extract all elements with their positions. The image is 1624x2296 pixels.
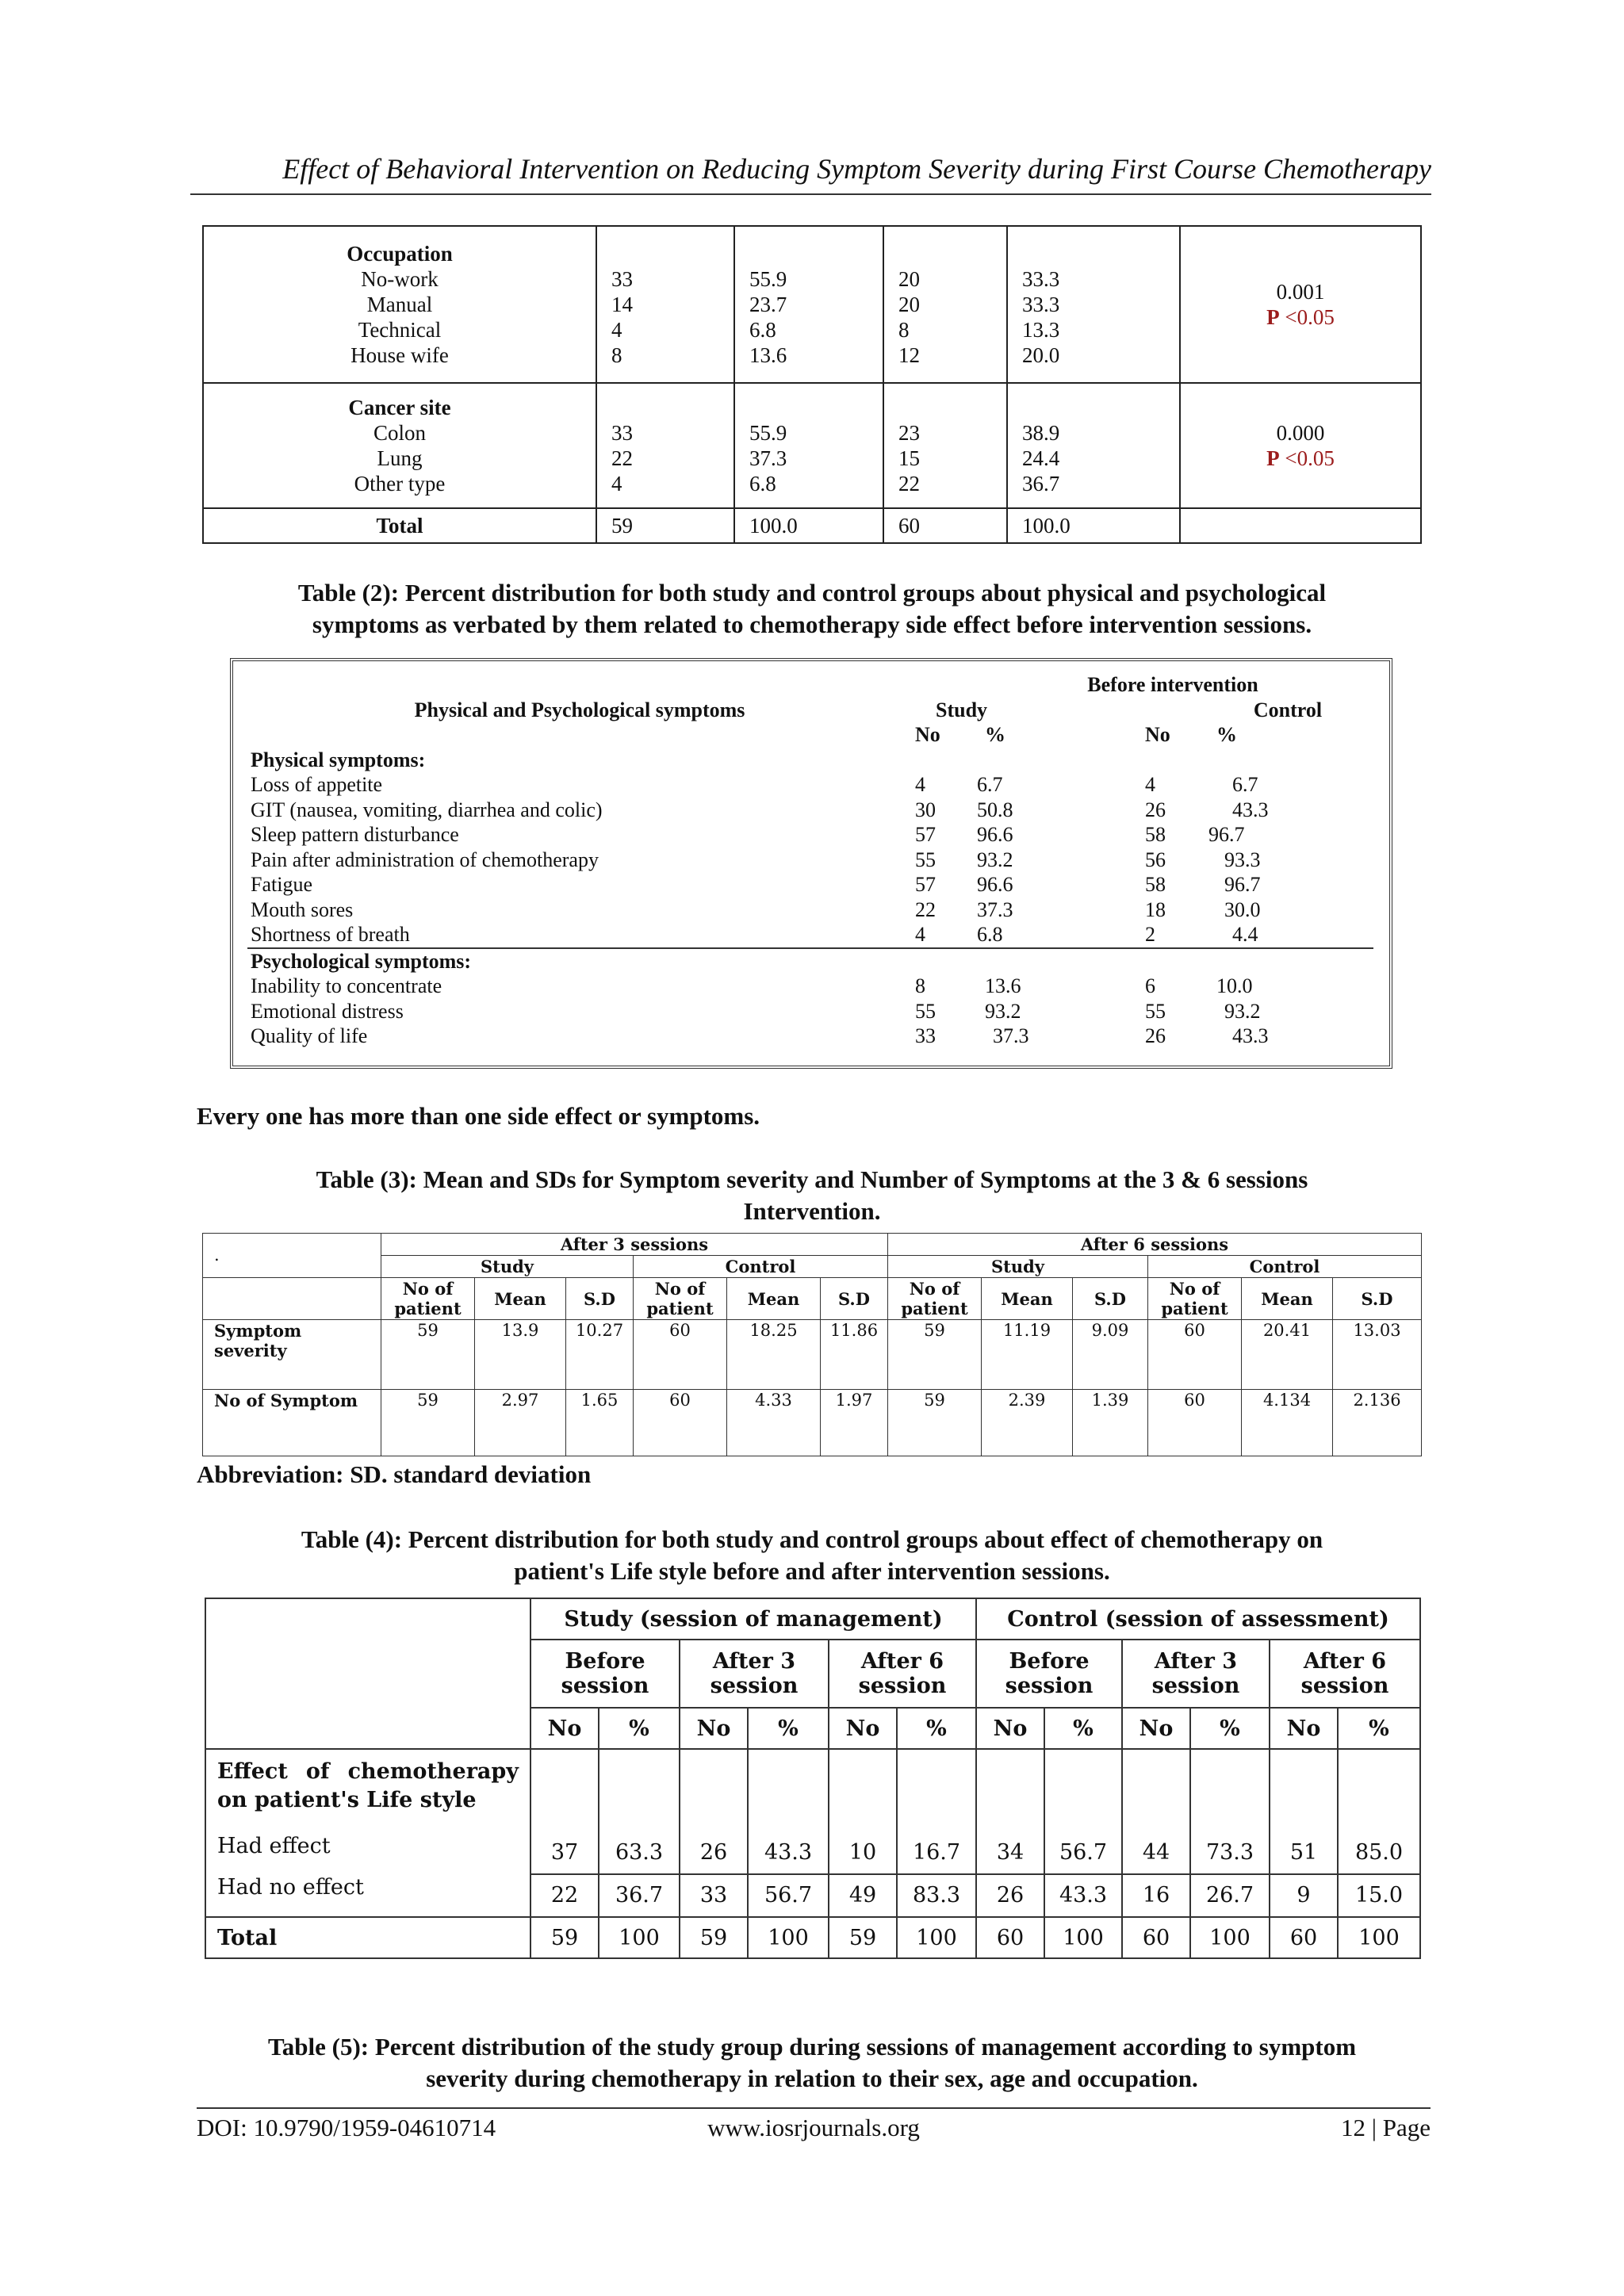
- cell: 11.19: [982, 1320, 1073, 1390]
- session-header: After 3 session: [680, 1640, 829, 1708]
- cell: 15.0: [1339, 1873, 1419, 1916]
- table-row: [247, 772, 1373, 798]
- cell: 96.7: [1208, 823, 1245, 846]
- cell: 93.2: [985, 999, 1021, 1023]
- cell: 13.3: [1022, 318, 1060, 342]
- cell: 43.3: [1045, 1873, 1121, 1916]
- table-3-group-row: [203, 1256, 1422, 1278]
- cell: 57: [915, 823, 936, 846]
- table-3-caption: [198, 1164, 1426, 1227]
- table-4: [205, 1598, 1421, 1959]
- cell: 85.0: [1354, 1840, 1404, 1865]
- sd-header: S.D: [1333, 1278, 1422, 1320]
- total-study-pct: 100.0: [734, 508, 883, 543]
- cell: 56.7: [1059, 1840, 1108, 1865]
- cell: 2: [1145, 923, 1155, 946]
- p-value: 0.000: [1276, 421, 1325, 445]
- empty-cell: [203, 1278, 381, 1320]
- no-header: No: [976, 1708, 1044, 1749]
- cell: 56.7: [749, 1873, 828, 1916]
- cell: 100: [897, 1917, 976, 1958]
- value-column: [680, 1749, 748, 1917]
- after-3-sessions-header: After 3 sessions: [381, 1234, 888, 1256]
- cell: 59: [829, 1917, 897, 1958]
- pct-header: %: [748, 1708, 829, 1749]
- empty-cell: [205, 1598, 530, 1749]
- no-of-patient-header: No of patient: [888, 1278, 982, 1320]
- cell: 93.2: [1224, 999, 1261, 1023]
- cell: 83.3: [898, 1873, 975, 1916]
- pct-header: %: [897, 1708, 976, 1749]
- table-4-group-row: [205, 1598, 1420, 1640]
- occupation-labels: [203, 226, 596, 383]
- cell: 20.0: [1022, 343, 1060, 367]
- table-2: [230, 658, 1392, 1069]
- mean-header: Mean: [1242, 1278, 1333, 1320]
- table-row: [247, 872, 1373, 897]
- table-row: [247, 822, 1373, 848]
- cell: 49: [829, 1873, 896, 1916]
- running-title: Effect of Behavioral Intervention on Reducing Symptom Severity during First Course Chemotherapy: [190, 152, 1431, 195]
- life-style-heading: Effect of chemotherapy on patient's Life style: [217, 1759, 519, 1812]
- note-every-one: Every one has more than one side effect or symptoms.: [197, 1102, 760, 1130]
- cell: 4.134: [1242, 1390, 1333, 1456]
- cell: 23.7: [749, 293, 787, 316]
- row-label: Had effect: [217, 1834, 331, 1858]
- symptoms-column-header: Physical and Psychological symptoms: [414, 698, 745, 721]
- pct-header: %: [1338, 1708, 1420, 1749]
- cell: 55.9: [749, 421, 787, 445]
- cell: 22: [611, 446, 633, 470]
- value-column: [1190, 1749, 1270, 1917]
- table-row: [247, 999, 1373, 1024]
- page-number: 12 | Page: [1341, 2114, 1431, 2141]
- cell: 16: [1123, 1873, 1189, 1916]
- cell: 100: [599, 1917, 680, 1958]
- value-column: [1122, 1749, 1190, 1917]
- mean-header: Mean: [727, 1278, 821, 1320]
- cell: 13.03: [1333, 1320, 1422, 1390]
- table-1-continuation: [202, 225, 1422, 544]
- cell: 73.3: [1205, 1840, 1254, 1865]
- study-header: Study: [936, 698, 988, 721]
- cell: 34: [996, 1840, 1025, 1865]
- cell: 4: [1145, 773, 1155, 796]
- table-row: [203, 1320, 1422, 1390]
- no-header: No: [1122, 1708, 1190, 1749]
- cell: 60: [1270, 1917, 1338, 1958]
- cell: 6.8: [749, 318, 776, 342]
- total-study-no: 59: [596, 508, 734, 543]
- table-5-caption: [198, 2031, 1426, 2095]
- cell: 18.25: [727, 1320, 821, 1390]
- no-header: No: [680, 1708, 748, 1749]
- cell: 20: [898, 293, 920, 316]
- symptom-label: Fatigue: [251, 873, 312, 896]
- p-label: P: [1266, 446, 1280, 470]
- cell: 37: [550, 1840, 579, 1865]
- cell: 55.9: [749, 267, 787, 291]
- cell: 8: [611, 343, 622, 367]
- table-row-occupation: [203, 226, 1421, 383]
- cell: 55: [915, 999, 936, 1023]
- occupation-p-value: [1180, 226, 1421, 383]
- cell: 13.6: [985, 974, 1021, 997]
- mean-header: Mean: [982, 1278, 1073, 1320]
- occupation-study-pct: [734, 226, 883, 383]
- cell: 26: [699, 1840, 728, 1865]
- symptom-label: Sleep pattern disturbance: [251, 823, 459, 846]
- caption-line: Table (3): Mean and SDs for Symptom severity and Number of Symptoms at the 3 & 6 sessions: [316, 1165, 1308, 1193]
- p-threshold: <0.05: [1285, 446, 1335, 470]
- table-3-session-row: [203, 1234, 1422, 1256]
- session-header: After 6 session: [829, 1640, 976, 1708]
- symptom-label: Inability to concentrate: [251, 974, 442, 997]
- cell: 43.3: [1232, 1024, 1269, 1047]
- cell: 96.7: [1224, 873, 1261, 896]
- table-2-header-row: [247, 672, 1373, 698]
- cell: 60: [1148, 1320, 1242, 1390]
- no-of-patient-header: No of patient: [1148, 1278, 1242, 1320]
- cell: 6.8: [977, 923, 1003, 946]
- cell: 4: [611, 472, 622, 496]
- pct-header: %: [1216, 723, 1237, 746]
- no-header: No: [1270, 1708, 1338, 1749]
- table-3-corner: .: [203, 1234, 381, 1278]
- cell: No-work: [361, 267, 439, 291]
- value-column: [748, 1749, 829, 1917]
- cell: 12: [898, 343, 920, 367]
- cell: House wife: [350, 343, 449, 367]
- table-row-cancer-site: [203, 383, 1421, 508]
- value-column: [829, 1749, 897, 1917]
- symptom-label: GIT (nausea, vomiting, diarrhea and colic): [251, 798, 603, 821]
- cell: 43.3: [1232, 798, 1269, 821]
- pct-header: %: [1044, 1708, 1122, 1749]
- cell: 60: [976, 1917, 1044, 1958]
- page-footer: [197, 2107, 1431, 2141]
- cell: 55: [915, 848, 936, 871]
- before-intervention-header: Before intervention: [1087, 673, 1258, 696]
- study-header: Study: [381, 1256, 634, 1278]
- no-header: No: [1145, 723, 1170, 746]
- cell: 36.7: [1022, 472, 1060, 496]
- cell: 9: [1270, 1873, 1337, 1916]
- session-header: After 6 session: [1270, 1640, 1420, 1708]
- cell: 96.6: [977, 873, 1013, 896]
- cell: 36.7: [599, 1873, 679, 1916]
- table-row: [247, 1024, 1373, 1049]
- no-of-patient-header: No of patient: [381, 1278, 475, 1320]
- no-header: No: [530, 1708, 599, 1749]
- cell: 22: [915, 897, 936, 921]
- pct-header: %: [985, 723, 1005, 746]
- cancer-site-study-pct: [734, 383, 883, 508]
- table-row: [205, 1749, 1420, 1917]
- total-control-pct: 100.0: [1007, 508, 1180, 543]
- cell: 20: [898, 267, 920, 291]
- cell: 20.41: [1242, 1320, 1333, 1390]
- cell: 8: [898, 318, 910, 342]
- cell: 15: [898, 446, 920, 470]
- table-row: [247, 848, 1373, 873]
- occupation-control-no: [883, 226, 1007, 383]
- cell: 37.3: [993, 1024, 1029, 1047]
- sd-header: S.D: [821, 1278, 888, 1320]
- cell: 51: [1289, 1840, 1318, 1865]
- caption-line: severity during chemotherapy in relation to their sex, age and occupation.: [426, 2064, 1198, 2092]
- cell: Technical: [358, 318, 442, 342]
- control-header: Control: [1253, 698, 1323, 721]
- cell: 16.7: [912, 1840, 961, 1865]
- sd-header: S.D: [566, 1278, 634, 1320]
- psych-heading: Psychological symptoms:: [247, 948, 1373, 974]
- cell: 59: [680, 1917, 748, 1958]
- table-row: [247, 922, 1373, 948]
- cell: 33.3: [1022, 267, 1060, 291]
- pct-header: %: [599, 1708, 680, 1749]
- table-4-caption: [198, 1524, 1426, 1587]
- cell: 13.6: [749, 343, 787, 367]
- row-label: Symptom severity: [203, 1320, 381, 1390]
- cell: 33: [611, 267, 633, 291]
- occupation-heading: Occupation: [347, 242, 453, 266]
- study-header: Study (session of management): [530, 1598, 976, 1640]
- cancer-site-heading: Cancer site: [348, 396, 451, 419]
- cell: 63.3: [615, 1840, 664, 1865]
- symptom-label: Loss of appetite: [251, 773, 383, 796]
- table-2-caption: [198, 577, 1426, 641]
- occupation-control-pct: [1007, 226, 1180, 383]
- cancer-site-control-no: [883, 383, 1007, 508]
- cell: 18: [1145, 897, 1166, 921]
- table-row: [203, 1390, 1422, 1456]
- cell: 93.3: [1224, 848, 1261, 871]
- cell: 100: [1338, 1917, 1420, 1958]
- cell: 30: [915, 798, 936, 821]
- cell: 4: [915, 923, 925, 946]
- total-label: Total: [205, 1917, 530, 1958]
- cancer-site-control-pct: [1007, 383, 1180, 508]
- table-3-column-row: [203, 1278, 1422, 1320]
- value-column: [976, 1749, 1044, 1917]
- control-header: Control: [1148, 1256, 1422, 1278]
- cell: 6.8: [749, 472, 776, 496]
- cell: 11.86: [821, 1320, 888, 1390]
- table-row-total: [203, 508, 1421, 543]
- cell: 2.39: [982, 1390, 1073, 1456]
- cell: 8: [915, 974, 925, 997]
- cell: 44: [1142, 1840, 1170, 1865]
- cell: 4.4: [1232, 923, 1258, 946]
- cell: 4: [915, 773, 925, 796]
- cell: 60: [634, 1390, 727, 1456]
- session-header: Before session: [530, 1640, 680, 1708]
- cell: 59: [888, 1390, 982, 1456]
- cell: 96.6: [977, 823, 1013, 846]
- cell: 4: [611, 318, 622, 342]
- total-control-no: 60: [883, 508, 1007, 543]
- cell: 60: [1148, 1390, 1242, 1456]
- table-3: [202, 1233, 1422, 1456]
- cell: Other type: [354, 472, 446, 496]
- value-column: [897, 1749, 976, 1917]
- value-column: [1044, 1749, 1122, 1917]
- session-header: After 3 session: [1122, 1640, 1270, 1708]
- symptom-label: Emotional distress: [251, 999, 404, 1023]
- table-row: [247, 974, 1373, 999]
- p-value: 0.001: [1276, 280, 1325, 304]
- cell: 2.136: [1333, 1390, 1422, 1456]
- no-header: No: [915, 723, 940, 746]
- caption-line: patient's Life style before and after intervention sessions.: [514, 1557, 1110, 1585]
- cell: 57: [915, 873, 936, 896]
- total-label: Total: [203, 508, 596, 543]
- caption-line: Table (2): Percent distribution for both study and control groups about physical and psychological: [297, 579, 1327, 607]
- no-of-patient-header: No of patient: [634, 1278, 727, 1320]
- cell: 10: [848, 1840, 877, 1865]
- cancer-site-labels: [203, 383, 596, 508]
- symptom-label: Mouth sores: [251, 897, 354, 921]
- p-threshold: <0.05: [1285, 305, 1335, 329]
- cell: 1.39: [1073, 1390, 1148, 1456]
- cell: 22: [898, 472, 920, 496]
- p-label: P: [1266, 305, 1280, 329]
- cell: 30.0: [1224, 897, 1261, 921]
- cell: 60: [1122, 1917, 1190, 1958]
- no-header: No: [829, 1708, 897, 1749]
- cell: 22: [531, 1873, 598, 1916]
- table-row: [247, 948, 1373, 974]
- cell: 23: [898, 421, 920, 445]
- cell: 56: [1145, 848, 1166, 871]
- cell: 6.7: [977, 773, 1003, 796]
- total-empty: [1180, 508, 1421, 543]
- row-label: Had no effect: [217, 1875, 364, 1900]
- cell: 26: [1145, 798, 1166, 821]
- study-header: Study: [888, 1256, 1148, 1278]
- cell: 26.7: [1191, 1873, 1269, 1916]
- cell: 14: [611, 293, 633, 316]
- table-row: [247, 748, 1373, 773]
- caption-line: Intervention.: [743, 1197, 881, 1225]
- occupation-study-no: [596, 226, 734, 383]
- cell: 9.09: [1073, 1320, 1148, 1390]
- table-row: [247, 798, 1373, 823]
- abbreviation-note: Abbreviation: SD. standard deviation: [197, 1460, 592, 1488]
- physical-heading: Physical symptoms:: [251, 748, 426, 771]
- symptom-label: Quality of life: [251, 1024, 368, 1047]
- table-2-grid: [247, 672, 1373, 1049]
- cell: 10.27: [566, 1320, 634, 1390]
- value-column: [530, 1749, 599, 1917]
- cell: 13.9: [475, 1320, 566, 1390]
- table-row-total: [205, 1917, 1420, 1958]
- cell: 59: [530, 1917, 599, 1958]
- value-column: [1338, 1749, 1420, 1917]
- caption-line: Table (5): Percent distribution of the study group during sessions of management according to symptom: [267, 2033, 1357, 2061]
- life-style-cell: [205, 1749, 530, 1917]
- journal-url: www.iosrjournals.org: [707, 2114, 920, 2141]
- doi: DOI: 10.9790/1959-04610714: [197, 2114, 496, 2141]
- sd-header: S.D: [1073, 1278, 1148, 1320]
- cell: 100: [1044, 1917, 1122, 1958]
- cancer-site-p-value: [1180, 383, 1421, 508]
- cell: 10.0: [1216, 974, 1253, 997]
- value-column: [1270, 1749, 1338, 1917]
- cell: Colon: [373, 421, 426, 445]
- cancer-site-study-no: [596, 383, 734, 508]
- cell: 33.3: [1022, 293, 1060, 316]
- cell: 33: [915, 1024, 936, 1047]
- cell: 55: [1145, 999, 1166, 1023]
- cell: 50.8: [977, 798, 1013, 821]
- cell: 59: [381, 1390, 475, 1456]
- cell: Lung: [377, 446, 423, 470]
- cell: 93.2: [977, 848, 1013, 871]
- cell: 1.97: [821, 1390, 888, 1456]
- cell: Manual: [366, 293, 433, 316]
- cell: 58: [1145, 823, 1166, 846]
- cell: 6.7: [1232, 773, 1258, 796]
- control-header: Control: [634, 1256, 888, 1278]
- cell: 60: [634, 1320, 727, 1390]
- value-column: [599, 1749, 680, 1917]
- control-header: Control (session of assessment): [976, 1598, 1420, 1640]
- mean-header: Mean: [475, 1278, 566, 1320]
- symptom-label: Pain after administration of chemotherapy: [251, 848, 599, 871]
- cell: 26: [1145, 1024, 1166, 1047]
- cell: 33: [680, 1873, 747, 1916]
- cell: 4.33: [727, 1390, 821, 1456]
- cell: 59: [888, 1320, 982, 1390]
- pct-header: %: [1190, 1708, 1270, 1749]
- cell: 100: [748, 1917, 829, 1958]
- cell: 6: [1145, 974, 1155, 997]
- caption-line: Table (4): Percent distribution for both study and control groups about effect of chemotherapy on: [301, 1525, 1323, 1553]
- caption-line: symptoms as verbated by them related to chemotherapy side effect before intervention sessions.: [312, 610, 1312, 638]
- session-header: Before session: [976, 1640, 1122, 1708]
- table-row: [247, 897, 1373, 923]
- cell: 100: [1190, 1917, 1270, 1958]
- cell: 59: [381, 1320, 475, 1390]
- cell: 38.9: [1022, 421, 1060, 445]
- cell: 43.3: [764, 1840, 813, 1865]
- cell: 33: [611, 421, 633, 445]
- cell: 26: [977, 1873, 1044, 1916]
- cell: 37.3: [749, 446, 787, 470]
- cell: 58: [1145, 873, 1166, 896]
- symptom-label: Shortness of breath: [251, 923, 410, 946]
- after-6-sessions-header: After 6 sessions: [888, 1234, 1422, 1256]
- cell: 24.4: [1022, 446, 1060, 470]
- cell: 37.3: [977, 897, 1013, 921]
- row-label: No of Symptom: [203, 1390, 381, 1456]
- cell: 1.65: [566, 1390, 634, 1456]
- cell: 2.97: [475, 1390, 566, 1456]
